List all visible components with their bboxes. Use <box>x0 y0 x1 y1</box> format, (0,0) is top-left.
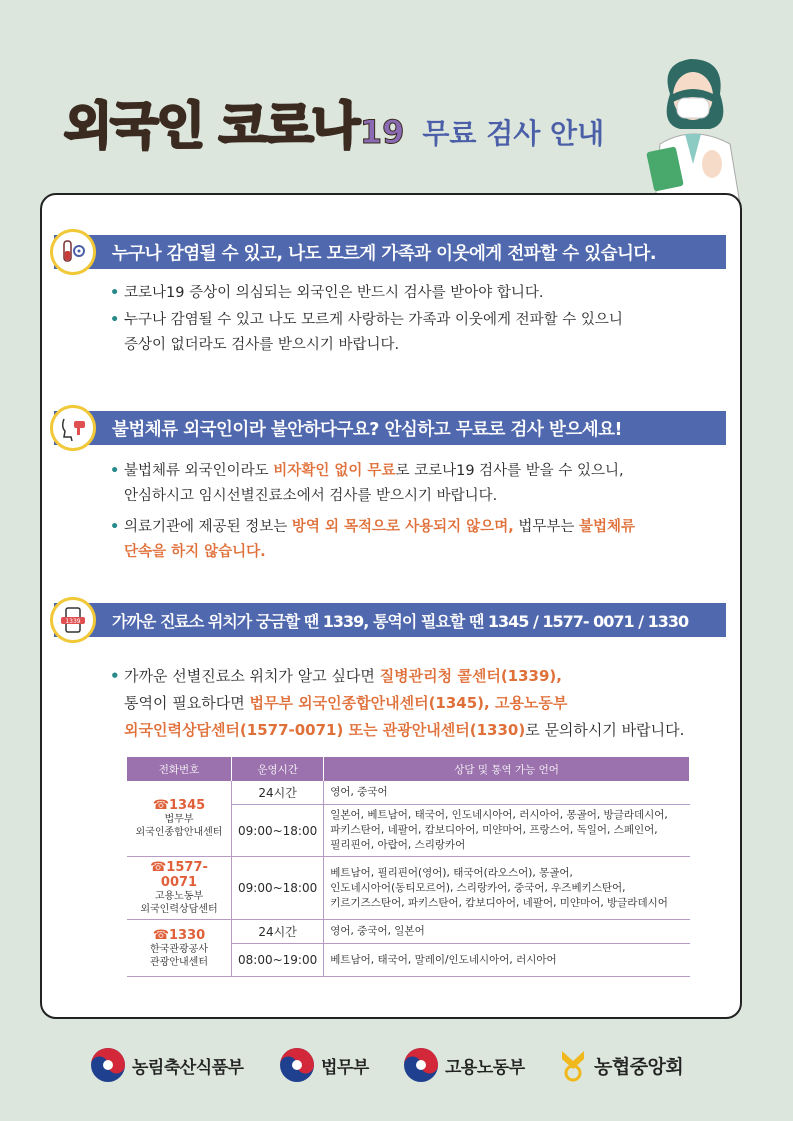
phone-number[interactable]: ☎1577-0071 <box>150 860 208 890</box>
section-2-bullets <box>110 459 730 567</box>
bullet-item: • 코로나19 증상이 의심되는 외국인은 반드시 검사를 받아야 합니다. <box>110 281 730 306</box>
taegeuk-icon <box>403 1047 439 1083</box>
logo-moel: 고용노동부 <box>403 1040 525 1090</box>
taegeuk-icon <box>279 1047 315 1083</box>
doctor-illustration <box>640 54 744 204</box>
table-row: ☎1330 한국관광공사 관광안내센터 24시간 영어, 중국어, 일본어 <box>127 920 690 944</box>
section-3-heading: 가까운 진료소 위치가 궁금할 땐 1339, 통역이 필요할 땐 1345 / 1577- 0071 / 1330 <box>54 603 726 637</box>
title-corona: 코로나 <box>218 97 358 155</box>
phone-cell: ☎1330 한국관광공사 관광안내센터 <box>127 920 232 977</box>
bullet-item: • 가까운 선별진료소 위치가 알고 싶다면 질병관리청 콜센터(1339), 통역이 필요하다면 법무부 외국인종합안내센터(1345), 고용노동부 외국인력상담센터(1577-0071) 또는 관광안내센터(1330)로 문의하시기 바랍니다. <box>110 663 735 744</box>
title-19: 19 <box>359 113 405 151</box>
section-2-heading: 불법체류 외국인이라 불안하다구요? 안심하고 무료로 검사 받으세요! <box>54 411 726 445</box>
info-card <box>40 193 742 1019</box>
table-row: ☎1577-0071 고용노동부 외국인력상담센터 09:00~18:00 베트남어, 필리핀어(영어), 태국어(라오스어), 몽골어, 인도네시아어(동티모르어), 스리랑카어, 중국어, 우즈베키스탄어, 키르기즈스탄어, 파키스탄어, 캄보디아어, 네팔어, 미얀마어, 방글라데시어 <box>127 857 690 920</box>
logo-mafra: 농림축산식품부 <box>90 1040 243 1090</box>
section-1-bullets <box>110 281 730 360</box>
table-row: ☎1345 법무부 외국인종합안내센터 24시간 영어, 중국어 <box>127 781 690 805</box>
svg-text:1339: 1339 <box>65 617 81 625</box>
header-hours: 운영시간 <box>232 757 324 781</box>
title-foreigner: 외국인 <box>64 97 203 155</box>
phone-cell: ☎1577-0071 고용노동부 외국인력상담센터 <box>127 857 232 920</box>
logo-nonghyup: 농협중앙회 <box>558 1040 683 1090</box>
page-title <box>64 86 604 156</box>
taegeuk-icon <box>90 1047 126 1083</box>
header-phone: 전화번호 <box>127 757 232 781</box>
bullet-item: • 누구나 감염될 수 있고 나도 모르게 사랑하는 가족과 이웃에게 전파할 수 있으니 증상이 없더라도 검사를 받으시기 바랍니다. <box>110 308 730 358</box>
bullet-item: • 불법체류 외국인이라도 비자확인 없이 무료로 코로나19 검사를 받을 수 있으니, 안심하시고 임시선별진료소에서 검사를 받으시기 바랍니다. <box>110 459 730 509</box>
thermometer-face-icon <box>50 405 96 451</box>
sponsor-logos <box>0 1040 793 1090</box>
phone-cell: ☎1345 법무부 외국인종합안내센터 <box>127 781 232 857</box>
phone-number[interactable]: ☎1330 <box>152 927 206 943</box>
header-languages: 상담 및 통역 가능 언어 <box>324 757 690 781</box>
logo-moj: 법무부 <box>279 1040 369 1090</box>
phone-number[interactable]: ☎1345 <box>152 798 206 813</box>
title-free-test: 무료 검사 안내 <box>422 117 605 150</box>
table-row: 09:00~18:00 일본어, 베트남어, 태국어, 인도네시아어, 러시아어, 몽골어, 방글라데시어, 파키스탄어, 네팔어, 캄보디아어, 미얀마어, 프랑스어, 독일어, 스페인어, 필리핀어, 아랍어, 스리랑카어 <box>127 805 690 857</box>
contact-table <box>127 757 690 977</box>
phone-1339-icon <box>50 597 96 643</box>
test-tube-virus-icon <box>50 229 96 275</box>
section-3-bullets <box>110 663 735 746</box>
bullet-item: • 의료기관에 제공된 정보는 방역 외 목적으로 사용되지 않으며, 법무부는 불법체류 단속을 하지 않습니다. <box>110 515 730 565</box>
nonghyup-icon <box>558 1047 588 1083</box>
table-row: 08:00~19:00 베트남어, 태국어, 말레이/인도네시아어, 러시아어 <box>127 944 690 977</box>
section-1-heading: 누구나 감염될 수 있고, 나도 모르게 가족과 이웃에게 전파할 수 있습니다. <box>54 235 726 269</box>
